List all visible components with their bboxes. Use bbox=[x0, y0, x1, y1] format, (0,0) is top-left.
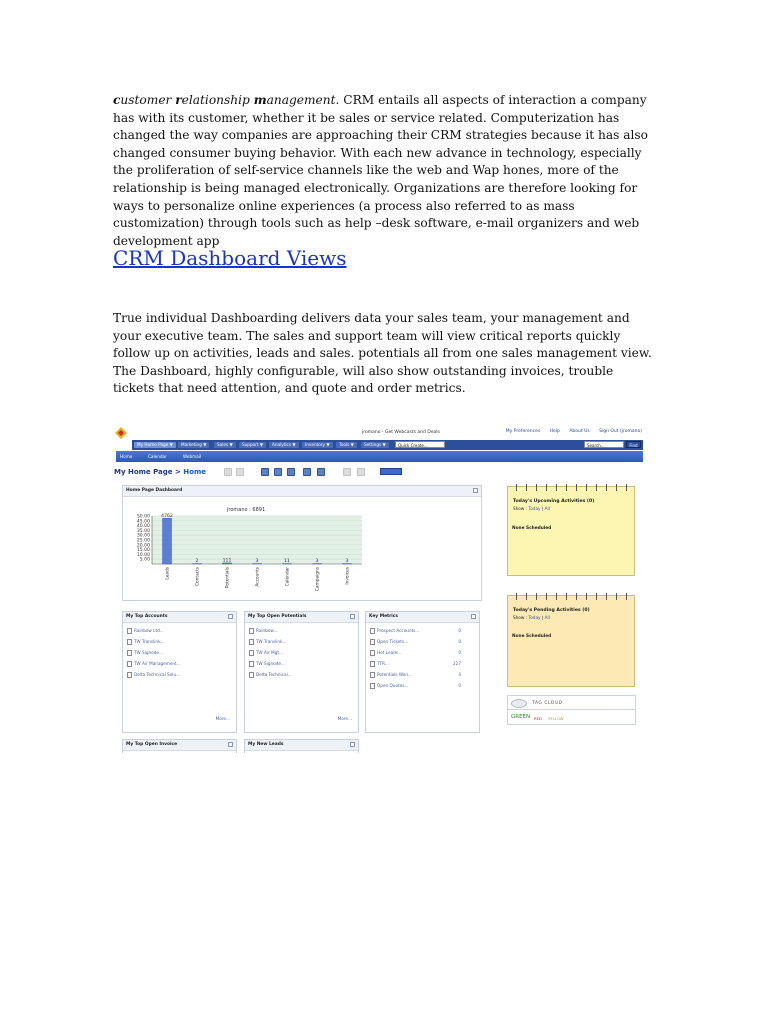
today-link[interactable]: Today bbox=[528, 615, 541, 620]
my-preferences-link[interactable]: My Preferences bbox=[505, 429, 541, 434]
list-item-label: Rainbow... bbox=[256, 628, 278, 633]
user-message: jromano - Get Webcasts and Deals bbox=[362, 430, 440, 435]
list-item-label: TW Air Management... bbox=[134, 661, 181, 666]
list-item-label: Delta Technical... bbox=[256, 672, 292, 677]
all-link[interactable]: All bbox=[544, 506, 550, 511]
document-icon bbox=[249, 650, 254, 656]
list-item[interactable] bbox=[249, 661, 285, 667]
maximize-icon[interactable] bbox=[228, 614, 233, 619]
metric-value: 0 bbox=[458, 628, 461, 633]
ring-mark bbox=[596, 484, 597, 491]
list-item[interactable] bbox=[370, 628, 419, 634]
none-scheduled: None Scheduled bbox=[512, 526, 552, 531]
spiral-binding-icon bbox=[508, 487, 634, 495]
list-item-label: Hot Leads... bbox=[377, 650, 402, 655]
list-item[interactable] bbox=[370, 672, 412, 678]
document-icon bbox=[370, 661, 375, 667]
metric-value: 0 bbox=[458, 639, 461, 644]
document-icon bbox=[249, 639, 254, 645]
ring-mark bbox=[586, 593, 587, 600]
bar-value-label: 2 bbox=[195, 559, 199, 565]
divider bbox=[508, 709, 635, 710]
crm-screenshot bbox=[112, 423, 647, 753]
list-item[interactable] bbox=[370, 639, 408, 645]
document-icon bbox=[370, 628, 375, 634]
maximize-icon[interactable] bbox=[228, 742, 233, 747]
bar-value-label: 4762 bbox=[161, 513, 173, 519]
document-icon bbox=[370, 683, 375, 689]
sign-out-link[interactable]: Sign Out (jromano) bbox=[599, 429, 642, 434]
x-category-label: Contacts bbox=[195, 567, 201, 586]
find-button[interactable]: Find bbox=[626, 441, 641, 448]
toolbar-import-icon[interactable] bbox=[343, 468, 351, 476]
maximize-icon[interactable] bbox=[473, 488, 478, 493]
breadcrumb-current: Home bbox=[183, 468, 206, 476]
pending-activities-note bbox=[507, 595, 635, 687]
tag-green[interactable]: GREEN bbox=[511, 714, 531, 720]
list-item[interactable] bbox=[127, 661, 181, 667]
top-potentials-title: My Top Open Potentials bbox=[245, 612, 358, 623]
y-tick-label: 45.00 bbox=[136, 519, 150, 525]
list-item-label: TW Signode... bbox=[256, 661, 285, 666]
x-category-label: Calendar bbox=[285, 567, 291, 587]
tag-cloud-panel bbox=[507, 695, 636, 725]
document-icon bbox=[127, 650, 132, 656]
maximize-icon[interactable] bbox=[350, 742, 355, 747]
tag-yellow[interactable]: YELLOW bbox=[548, 716, 564, 721]
tag-cloud-label: TAG CLOUD bbox=[532, 701, 563, 706]
y-tick-label: 35.00 bbox=[136, 528, 150, 534]
ring-mark bbox=[616, 484, 617, 491]
more-link[interactable]: More... bbox=[337, 716, 352, 721]
key-metrics-panel bbox=[365, 611, 480, 733]
toolbar-add-icon[interactable] bbox=[261, 468, 269, 476]
y-tick-label: 25.00 bbox=[136, 538, 150, 544]
list-item-label: TW Signode... bbox=[134, 650, 163, 655]
y-tick-label: 20.00 bbox=[136, 543, 150, 549]
intro-lead-r: r bbox=[175, 93, 182, 107]
list-item-label: Potentials Won... bbox=[377, 672, 412, 677]
ring-mark bbox=[526, 593, 527, 600]
show-label: Show : bbox=[513, 506, 529, 511]
list-item-label: Open Tickets... bbox=[377, 639, 409, 644]
metric-value: 0 bbox=[458, 683, 461, 688]
document-icon bbox=[249, 628, 254, 634]
help-link[interactable]: Help bbox=[549, 429, 560, 434]
module-bar bbox=[132, 440, 643, 450]
list-item[interactable] bbox=[370, 683, 408, 689]
document-icon bbox=[370, 639, 375, 645]
dashboard-chart bbox=[124, 507, 369, 599]
upcoming-activities-note bbox=[507, 486, 635, 576]
show-label: Show : bbox=[513, 615, 529, 620]
document-icon bbox=[370, 650, 375, 656]
module-settings[interactable]: Settings ▼ bbox=[361, 442, 389, 448]
ring-mark bbox=[626, 484, 627, 491]
x-category-label: Potentials bbox=[225, 567, 231, 589]
metric-value: 0 bbox=[458, 650, 461, 655]
ring-mark bbox=[546, 593, 547, 600]
top-accounts-title: My Top Accounts bbox=[123, 612, 236, 623]
list-item[interactable] bbox=[127, 628, 164, 634]
ring-mark bbox=[576, 593, 577, 600]
ring-mark bbox=[566, 593, 567, 600]
logo-icon bbox=[114, 426, 128, 440]
bar-value-label: 111 bbox=[222, 558, 232, 564]
ring-mark bbox=[586, 484, 587, 491]
list-item-label: Open Quotes... bbox=[377, 683, 409, 688]
ring-mark bbox=[526, 484, 527, 491]
document-icon bbox=[249, 661, 254, 667]
breadcrumb-prefix[interactable]: My Home Page > bbox=[114, 468, 184, 476]
document-icon bbox=[127, 639, 132, 645]
x-category-label: Invoices bbox=[345, 567, 351, 585]
upcoming-title: Today's Upcoming Activities (0) bbox=[513, 499, 595, 504]
toolbar-calendar-icon[interactable] bbox=[274, 468, 282, 476]
ring-mark bbox=[606, 593, 607, 600]
metric-value: 227 bbox=[453, 661, 461, 666]
list-item[interactable] bbox=[127, 672, 180, 678]
y-tick-label: 40.00 bbox=[136, 524, 150, 530]
intro-lead-m: m bbox=[253, 93, 267, 107]
intro-body: . CRM entails all aspects of interaction a company has with its customer, whether it be sales or service related. Computerization has changed the way companies are approaching their CRM strategies because it has also changed consumer buying behavior. With each new advance in technology, especially the proliferation of self-service channels like the web and Wap hones, more of the relationship is being managed electronically. Organizations are therefore looking for ways to personalize online experiences (a process also referred to as mass customization) through tools such as help –desk software, e-mail organizers and web development app bbox=[113, 93, 648, 248]
x-category-label: Campaigns bbox=[315, 567, 321, 592]
tag-red[interactable]: RED bbox=[534, 716, 542, 721]
section-heading[interactable]: CRM Dashboard Views bbox=[113, 246, 347, 270]
top-invoice-title: My Top Open Invoice bbox=[123, 740, 236, 751]
pending-title: Today's Pending Activities (0) bbox=[513, 608, 590, 613]
new-leads-title: My New Leads bbox=[245, 740, 358, 751]
pending-show-filter bbox=[513, 615, 550, 620]
ring-mark bbox=[606, 484, 607, 491]
list-item[interactable] bbox=[249, 628, 277, 634]
toolbar-export-icon[interactable] bbox=[357, 468, 365, 476]
module-my-home-page[interactable]: My Home Page ▼ bbox=[134, 442, 176, 448]
module-inventory[interactable]: Inventory ▼ bbox=[302, 442, 333, 448]
x-category-label: Accounts bbox=[255, 567, 261, 587]
all-link[interactable]: All bbox=[544, 615, 550, 620]
intro-paragraph bbox=[113, 92, 658, 250]
y-tick-label: 15.00 bbox=[136, 548, 150, 554]
ring-mark bbox=[576, 484, 577, 491]
ring-mark bbox=[536, 593, 537, 600]
document-icon bbox=[127, 628, 132, 634]
intro-lead-anagement: anagement bbox=[266, 93, 336, 107]
new-leads-panel bbox=[244, 739, 359, 753]
metric-value: 4 bbox=[458, 672, 461, 677]
upcoming-show-filter bbox=[513, 506, 550, 511]
toolbar-forward-icon[interactable] bbox=[236, 468, 244, 476]
intro-lead-ustomer: ustomer bbox=[120, 93, 176, 107]
toolbar-list-icon[interactable] bbox=[287, 468, 295, 476]
bar-value-label: 3 bbox=[345, 559, 349, 565]
cloud-icon bbox=[511, 699, 527, 708]
ring-mark bbox=[516, 484, 517, 491]
ring-mark bbox=[566, 484, 567, 491]
document-icon bbox=[127, 672, 132, 678]
separator: | bbox=[540, 615, 545, 620]
maximize-icon[interactable] bbox=[350, 614, 355, 619]
top-links bbox=[498, 429, 642, 434]
sub-tab-bar bbox=[116, 451, 643, 462]
dashboard-panel-title: Home Page Dashboard bbox=[123, 486, 481, 497]
toolbar-chat-icon[interactable] bbox=[303, 468, 311, 476]
document-icon bbox=[370, 672, 375, 678]
list-item-label: Prospect Accounts... bbox=[377, 628, 420, 633]
y-tick-label: 5.00 bbox=[139, 557, 150, 563]
ring-mark bbox=[546, 484, 547, 491]
list-item-label: TW Translink... bbox=[256, 639, 287, 644]
top-potentials-panel bbox=[244, 611, 359, 733]
toolbar-back-icon[interactable] bbox=[224, 468, 232, 476]
bar-value-label: 11 bbox=[284, 559, 290, 565]
ring-mark bbox=[536, 484, 537, 491]
list-item[interactable] bbox=[249, 672, 292, 678]
list-item-label: Rainbow Ltd... bbox=[134, 628, 164, 633]
dashboard-paragraph: True individual Dashboarding delivers data your sales team, your management and your executive team. The sales and support team will view critical reports quickly follow up on activities, leads and sales. potentials all from one sales management view. The Dashboard, highly configurable, will also show outstanding invoices, trouble tickets that need attention, and quote and order metrics. bbox=[113, 311, 652, 396]
list-item[interactable] bbox=[249, 650, 283, 656]
list-item[interactable] bbox=[370, 661, 389, 667]
toolbar-mail-icon[interactable] bbox=[317, 468, 325, 476]
x-category-label: Leads bbox=[165, 567, 171, 580]
ring-mark bbox=[516, 593, 517, 600]
ring-mark bbox=[626, 593, 627, 600]
module-analytics[interactable]: Analytics ▼ bbox=[269, 442, 299, 448]
search-input[interactable]: Search... bbox=[584, 441, 624, 448]
key-metrics-title: Key Metrics bbox=[366, 612, 479, 623]
chart-user-label: jromano : 6891 bbox=[227, 507, 266, 513]
maximize-icon[interactable] bbox=[471, 614, 476, 619]
bar bbox=[163, 518, 172, 564]
list-item[interactable] bbox=[127, 650, 163, 656]
list-item[interactable] bbox=[127, 639, 165, 645]
spiral-binding-icon bbox=[508, 596, 634, 604]
separator: | bbox=[540, 506, 545, 511]
list-item-label: Delta Technical Solu... bbox=[134, 672, 181, 677]
y-tick-label: 10.00 bbox=[136, 552, 150, 558]
ring-mark bbox=[556, 593, 557, 600]
more-link[interactable]: More... bbox=[215, 716, 230, 721]
list-item[interactable] bbox=[249, 639, 287, 645]
none-scheduled: None Scheduled bbox=[512, 634, 552, 639]
document-icon bbox=[127, 661, 132, 667]
module-tools[interactable]: Tools ▼ bbox=[336, 442, 357, 448]
toolbar-select-icon[interactable] bbox=[380, 468, 402, 475]
bar-value-label: 3 bbox=[315, 559, 319, 565]
top-invoice-panel bbox=[122, 739, 237, 753]
y-tick-label: 30.00 bbox=[136, 533, 150, 539]
breadcrumb bbox=[114, 468, 206, 476]
list-item[interactable] bbox=[370, 650, 402, 656]
subtab-calendar[interactable]: Calendar bbox=[148, 454, 167, 459]
top-accounts-panel bbox=[122, 611, 237, 733]
list-item-label: TW Translink... bbox=[134, 639, 165, 644]
ring-mark bbox=[596, 593, 597, 600]
document-icon bbox=[249, 672, 254, 678]
subtab-home[interactable]: Home bbox=[120, 454, 133, 459]
list-item-label: TTR... bbox=[377, 661, 389, 666]
ring-mark bbox=[616, 593, 617, 600]
bar-value-label: 3 bbox=[255, 559, 259, 565]
quick-create-select[interactable]: Quick Create... bbox=[395, 441, 445, 448]
intro-lead-elationship: elationship bbox=[181, 93, 254, 107]
intro-lead-c: c bbox=[113, 93, 121, 107]
ring-mark bbox=[556, 484, 557, 491]
about-us-link[interactable]: About Us bbox=[569, 429, 590, 434]
module-sales[interactable]: Sales ▼ bbox=[214, 442, 236, 448]
list-item-label: TW Air Mgt... bbox=[256, 650, 284, 655]
subtab-webmail[interactable]: Webmail bbox=[183, 454, 202, 459]
y-tick-label: 50.00 bbox=[136, 514, 150, 520]
today-link[interactable]: Today bbox=[528, 506, 541, 511]
module-marketing[interactable]: Marketing ▼ bbox=[178, 442, 209, 448]
module-support[interactable]: Support ▼ bbox=[239, 442, 266, 448]
